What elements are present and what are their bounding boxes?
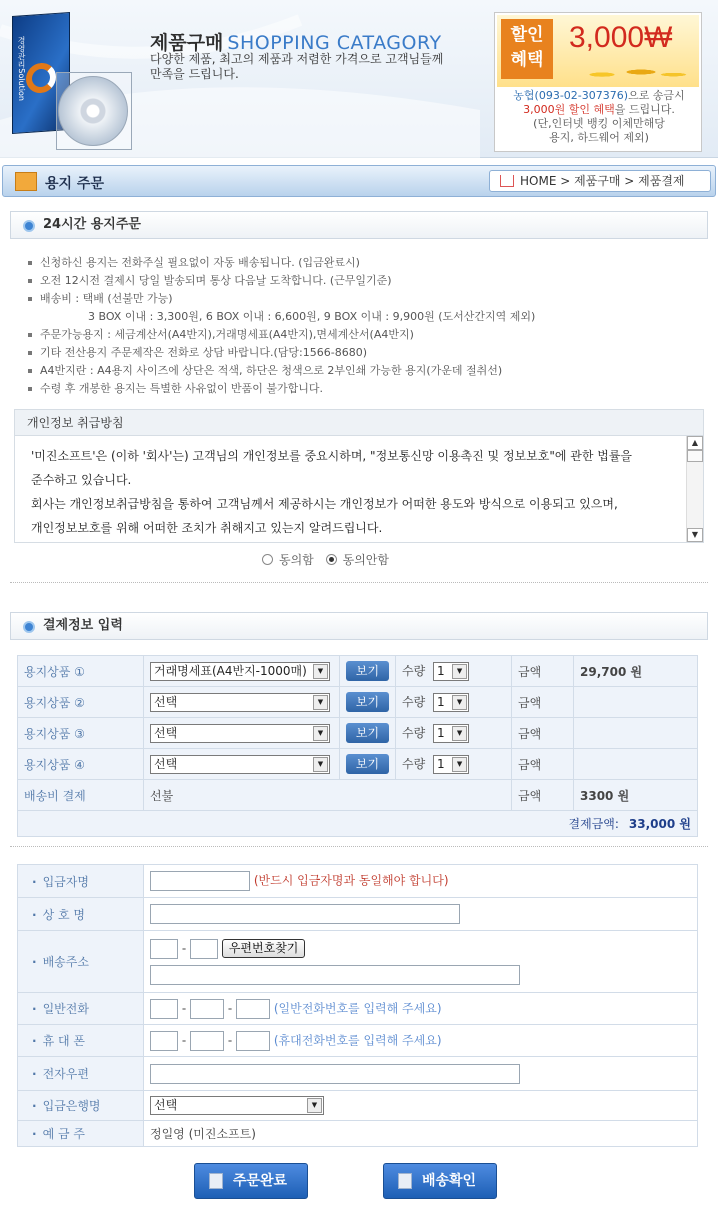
- total-label: 결제금액:: [568, 817, 619, 831]
- qty-select[interactable]: [433, 755, 469, 774]
- depositor-label: · 입금자명: [18, 865, 144, 898]
- shopping-banner: [0, 0, 718, 158]
- delivery-icon: [398, 1173, 412, 1189]
- promo-top: [497, 15, 699, 87]
- qty-select-value: 1: [437, 725, 445, 740]
- dash: -: [181, 941, 187, 955]
- depositor-input[interactable]: [150, 871, 250, 891]
- product-row-label: 용지상품 ②: [18, 687, 144, 718]
- table-row: [18, 718, 698, 749]
- product-select-cell: [144, 749, 340, 780]
- order-form: [17, 864, 698, 1147]
- chevron-down-icon: ▼: [313, 726, 328, 741]
- promo-bank: 농협(093-02-307376): [513, 89, 629, 102]
- scroll-up-icon[interactable]: ▲: [687, 436, 703, 450]
- divider: [10, 846, 708, 847]
- home-icon: [500, 175, 514, 187]
- coins-icon: [563, 59, 693, 85]
- chevron-down-icon: ▼: [313, 664, 328, 679]
- form-row-mobile: [18, 1025, 698, 1057]
- qty-select[interactable]: [433, 724, 469, 743]
- chevron-down-icon: ▼: [452, 726, 467, 741]
- table-row: [18, 656, 698, 687]
- view-button[interactable]: 보기: [346, 723, 389, 743]
- promo-text: [501, 89, 697, 145]
- promo-line3: (단,인터넷 뱅킹 이체만해당: [533, 117, 665, 130]
- product-select-value: 선택: [154, 694, 178, 709]
- view-cell: [340, 749, 396, 780]
- form-row-holder: [18, 1121, 698, 1147]
- chevron-down-icon: ▼: [452, 695, 467, 710]
- chevron-down-icon: ▼: [452, 757, 467, 772]
- privacy-line: 회사는 개인정보취급방침을 통하여 고객님께서 제공하시는 개인정보가 어떠한 용도와 방식으로 이용되고 있으며,: [31, 497, 618, 511]
- form-row-company: [18, 898, 698, 931]
- qty-select[interactable]: [433, 693, 469, 712]
- product-table: [17, 655, 698, 837]
- bank-cell: [144, 1091, 698, 1121]
- zip1-input[interactable]: [150, 939, 178, 959]
- mobile3-input[interactable]: [236, 1031, 270, 1051]
- scroll-down-icon[interactable]: ▼: [687, 528, 703, 542]
- email-cell: [144, 1057, 698, 1091]
- qty-cell: [396, 687, 512, 718]
- qty-label: 수량: [402, 725, 426, 740]
- view-button[interactable]: 보기: [346, 754, 389, 774]
- dash: -: [181, 1001, 187, 1015]
- banner-subtitle: 다양한 제품, 최고의 제품과 저렴한 가격으로 고객님들께 만족을 드립니다.: [150, 52, 444, 81]
- depositor-hint: (반드시 입금자명과 동일해야 합니다): [253, 873, 449, 888]
- address-label: · 배송주소: [18, 931, 144, 993]
- qty-select-value: 1: [437, 756, 445, 771]
- company-cell: [144, 898, 698, 931]
- divider: [10, 582, 708, 583]
- phone-label: · 일반전화: [18, 993, 144, 1025]
- page-title: 용지 주문: [45, 176, 104, 192]
- product-select-value: 선택: [154, 756, 178, 771]
- paper-order-icon: [15, 172, 37, 191]
- view-cell: [340, 718, 396, 749]
- note-item: 오전 12시전 결제시 당일 발송되며 통상 다음날 도착합니다. (근무일기준): [28, 272, 698, 290]
- promo-label: 할인 혜택: [501, 19, 553, 79]
- zip2-input[interactable]: [190, 939, 218, 959]
- product-row-label: 용지상품 ③: [18, 718, 144, 749]
- company-input[interactable]: [150, 904, 460, 924]
- row-amount: 29,700 원: [574, 656, 698, 687]
- mobile-cell: [144, 1025, 698, 1057]
- section-24h-order-heading: [10, 211, 708, 239]
- mobile1-input[interactable]: [150, 1031, 178, 1051]
- note-item-continued: 3 BOX 이내 : 3,300원, 6 BOX 이내 : 6,600원, 9 BOX 이내 : 9,900원 (도서산간지역 제외): [88, 310, 536, 323]
- privacy-policy-text: [31, 444, 671, 540]
- scroll-thumb[interactable]: [687, 450, 703, 462]
- breadcrumb[interactable]: [489, 170, 711, 192]
- phone-cell: [144, 993, 698, 1025]
- banner-title-en: SHOPPING CATAGORY: [227, 32, 442, 54]
- agree-radio[interactable]: [262, 554, 273, 565]
- form-row-bank: [18, 1091, 698, 1121]
- privacy-consent: [262, 551, 389, 568]
- view-cell: [340, 656, 396, 687]
- total-cell: [18, 811, 698, 837]
- promo-line2-suffix: 을 드립니다.: [614, 103, 675, 116]
- bank-label: · 입금은행명: [18, 1091, 144, 1121]
- product-select-value: 거래명세표(A4반지-1000매): [154, 663, 307, 678]
- view-cell: [340, 687, 396, 718]
- dash: -: [181, 1033, 187, 1047]
- bank-select-value: 선택: [154, 1098, 178, 1112]
- amount-label: 금액: [512, 718, 574, 749]
- row-amount: [574, 718, 698, 749]
- note-item: 신청하신 용지는 전화주실 필요없이 자동 배송됩니다. (입금완료시): [28, 254, 698, 272]
- phone-hint: (일반전화번호를 입력해 주세요): [273, 1001, 442, 1015]
- product-row-label: 용지상품 ①: [18, 656, 144, 687]
- section-24h-order-title: 24시간 용지주문: [43, 217, 141, 232]
- view-button[interactable]: 보기: [346, 692, 389, 712]
- product-row-label: 용지상품 ④: [18, 749, 144, 780]
- holder-value: 정일영 (미진소프트): [144, 1121, 698, 1147]
- note-item: 기타 전산용지 주문제작은 전화로 상담 바랍니다.(담당:1566-8680): [28, 344, 698, 362]
- note-item: A4반지란 : A4용지 사이즈에 상단은 적색, 하단은 청색으로 2부인쇄 가능한 용지(가운데 절취선): [28, 362, 698, 380]
- chevron-down-icon: ▼: [313, 757, 328, 772]
- email-input[interactable]: [150, 1064, 520, 1084]
- holder-label: · 예 금 주: [18, 1121, 144, 1147]
- bullet-circle-icon: [23, 621, 35, 633]
- product-select[interactable]: [150, 662, 330, 681]
- mobile2-input[interactable]: [190, 1031, 224, 1051]
- agree-label[interactable]: 동의함: [279, 553, 314, 567]
- phone3-input[interactable]: [236, 999, 270, 1019]
- qty-select[interactable]: [433, 662, 469, 681]
- amount-label: 금액: [512, 780, 574, 811]
- qty-cell: [396, 749, 512, 780]
- qty-select-value: 1: [437, 663, 445, 678]
- dash: -: [227, 1033, 233, 1047]
- mobile-label: · 휴 대 폰: [18, 1025, 144, 1057]
- qty-cell: [396, 718, 512, 749]
- chevron-down-icon: ▼: [313, 695, 328, 710]
- form-row-email: [18, 1057, 698, 1091]
- qty-select-value: 1: [437, 694, 445, 709]
- amount-label: 금액: [512, 656, 574, 687]
- mobile-hint: (휴대전화번호를 입력해 주세요): [273, 1033, 442, 1047]
- promo-discount: 3,000원 할인 혜택: [523, 103, 615, 116]
- disagree-label[interactable]: 동의안함: [342, 553, 389, 567]
- phone2-input[interactable]: [190, 999, 224, 1019]
- view-button[interactable]: 보기: [346, 661, 389, 681]
- shipping-type: 선불: [144, 780, 512, 811]
- note-item: 배송비 : 택배 (선불만 가능): [28, 290, 698, 308]
- delivery-check-label[interactable]: 배송확인: [421, 1173, 477, 1189]
- privacy-scrollbar[interactable]: [686, 436, 703, 542]
- privacy-line: '미진소프트'은 (이하 '회사'는) 고객님의 개인정보를 중요시하며, "정보통신망 이용촉진 및 정보보호"에 관한 법률을: [31, 449, 633, 463]
- form-row-depositor: [18, 865, 698, 898]
- delivery-check-button[interactable]: [383, 1163, 497, 1199]
- section-payment-title: 결제정보 입력: [43, 618, 123, 633]
- shipping-amount: 3300 원: [574, 780, 698, 811]
- email-label: · 전자우편: [18, 1057, 144, 1091]
- product-select[interactable]: [150, 693, 330, 712]
- bank-select[interactable]: [150, 1096, 324, 1115]
- software-box-label: 경영관리Solution: [17, 36, 26, 102]
- form-row-phone: [18, 993, 698, 1025]
- order-notes-list: [28, 254, 698, 398]
- bullet-circle-icon: [23, 220, 35, 232]
- promo-line1-suffix: 으로 송금시: [628, 89, 685, 102]
- company-label: · 상 호 명: [18, 898, 144, 931]
- row-amount: [574, 749, 698, 780]
- cd-disc-icon: [58, 76, 128, 146]
- address-cell: [144, 931, 698, 993]
- software-logo-icon: [26, 62, 56, 94]
- address-input[interactable]: [150, 965, 520, 985]
- shipping-row: [18, 780, 698, 811]
- dash: -: [227, 1001, 233, 1015]
- disagree-radio[interactable]: [326, 554, 337, 565]
- qty-label: 수량: [402, 756, 426, 771]
- total-row: [18, 811, 698, 837]
- zip-search-button[interactable]: 우편번호찾기: [222, 939, 306, 958]
- section-payment-heading: [10, 612, 708, 640]
- form-row-address: [18, 931, 698, 993]
- privacy-policy-title: 개인정보 취급방침: [15, 410, 703, 436]
- qty-label: 수량: [402, 694, 426, 709]
- product-select-cell: [144, 687, 340, 718]
- product-select[interactable]: [150, 724, 330, 743]
- order-complete-button[interactable]: [194, 1163, 308, 1199]
- banner-title: 제품구매 SHOPPING CATAGORY: [150, 32, 442, 54]
- product-select-cell: [144, 656, 340, 687]
- promo-amount: 3,000₩: [569, 21, 673, 54]
- total-amount: 33,000 원: [628, 817, 691, 831]
- order-complete-label[interactable]: 주문완료: [232, 1173, 288, 1189]
- note-item: 주문가능용지 : 세금계산서(A4반지),거래명세표(A4반지),면세계산서(A4반지): [28, 326, 698, 344]
- note-item: 수령 후 개봉한 용지는 특별한 사유없이 반품이 불가합니다.: [28, 380, 698, 398]
- promo-line4: 용지, 하드웨어 제외): [549, 131, 649, 144]
- product-select[interactable]: [150, 755, 330, 774]
- amount-label: 금액: [512, 687, 574, 718]
- table-row: [18, 749, 698, 780]
- product-select-value: 선택: [154, 725, 178, 740]
- product-select-cell: [144, 718, 340, 749]
- chevron-down-icon: ▼: [307, 1098, 322, 1113]
- qty-cell: [396, 656, 512, 687]
- table-row: [18, 687, 698, 718]
- amount-label: 금액: [512, 749, 574, 780]
- shipping-label: 배송비 결제: [18, 780, 144, 811]
- document-icon: [209, 1173, 223, 1189]
- privacy-line: 준수하고 있습니다.: [31, 473, 132, 487]
- row-amount: [574, 687, 698, 718]
- depositor-cell: [144, 865, 698, 898]
- page-header: [2, 165, 716, 197]
- privacy-line: 개인정보보호를 위해 어떠한 조치가 취해지고 있는지 알려드립니다.: [31, 521, 383, 535]
- chevron-down-icon: ▼: [452, 664, 467, 679]
- breadcrumb-text[interactable]: HOME > 제품구매 > 제품결제: [520, 174, 685, 188]
- discount-promo: [494, 12, 702, 152]
- privacy-policy-box[interactable]: [14, 409, 704, 543]
- qty-label: 수량: [402, 663, 426, 678]
- phone1-input[interactable]: [150, 999, 178, 1019]
